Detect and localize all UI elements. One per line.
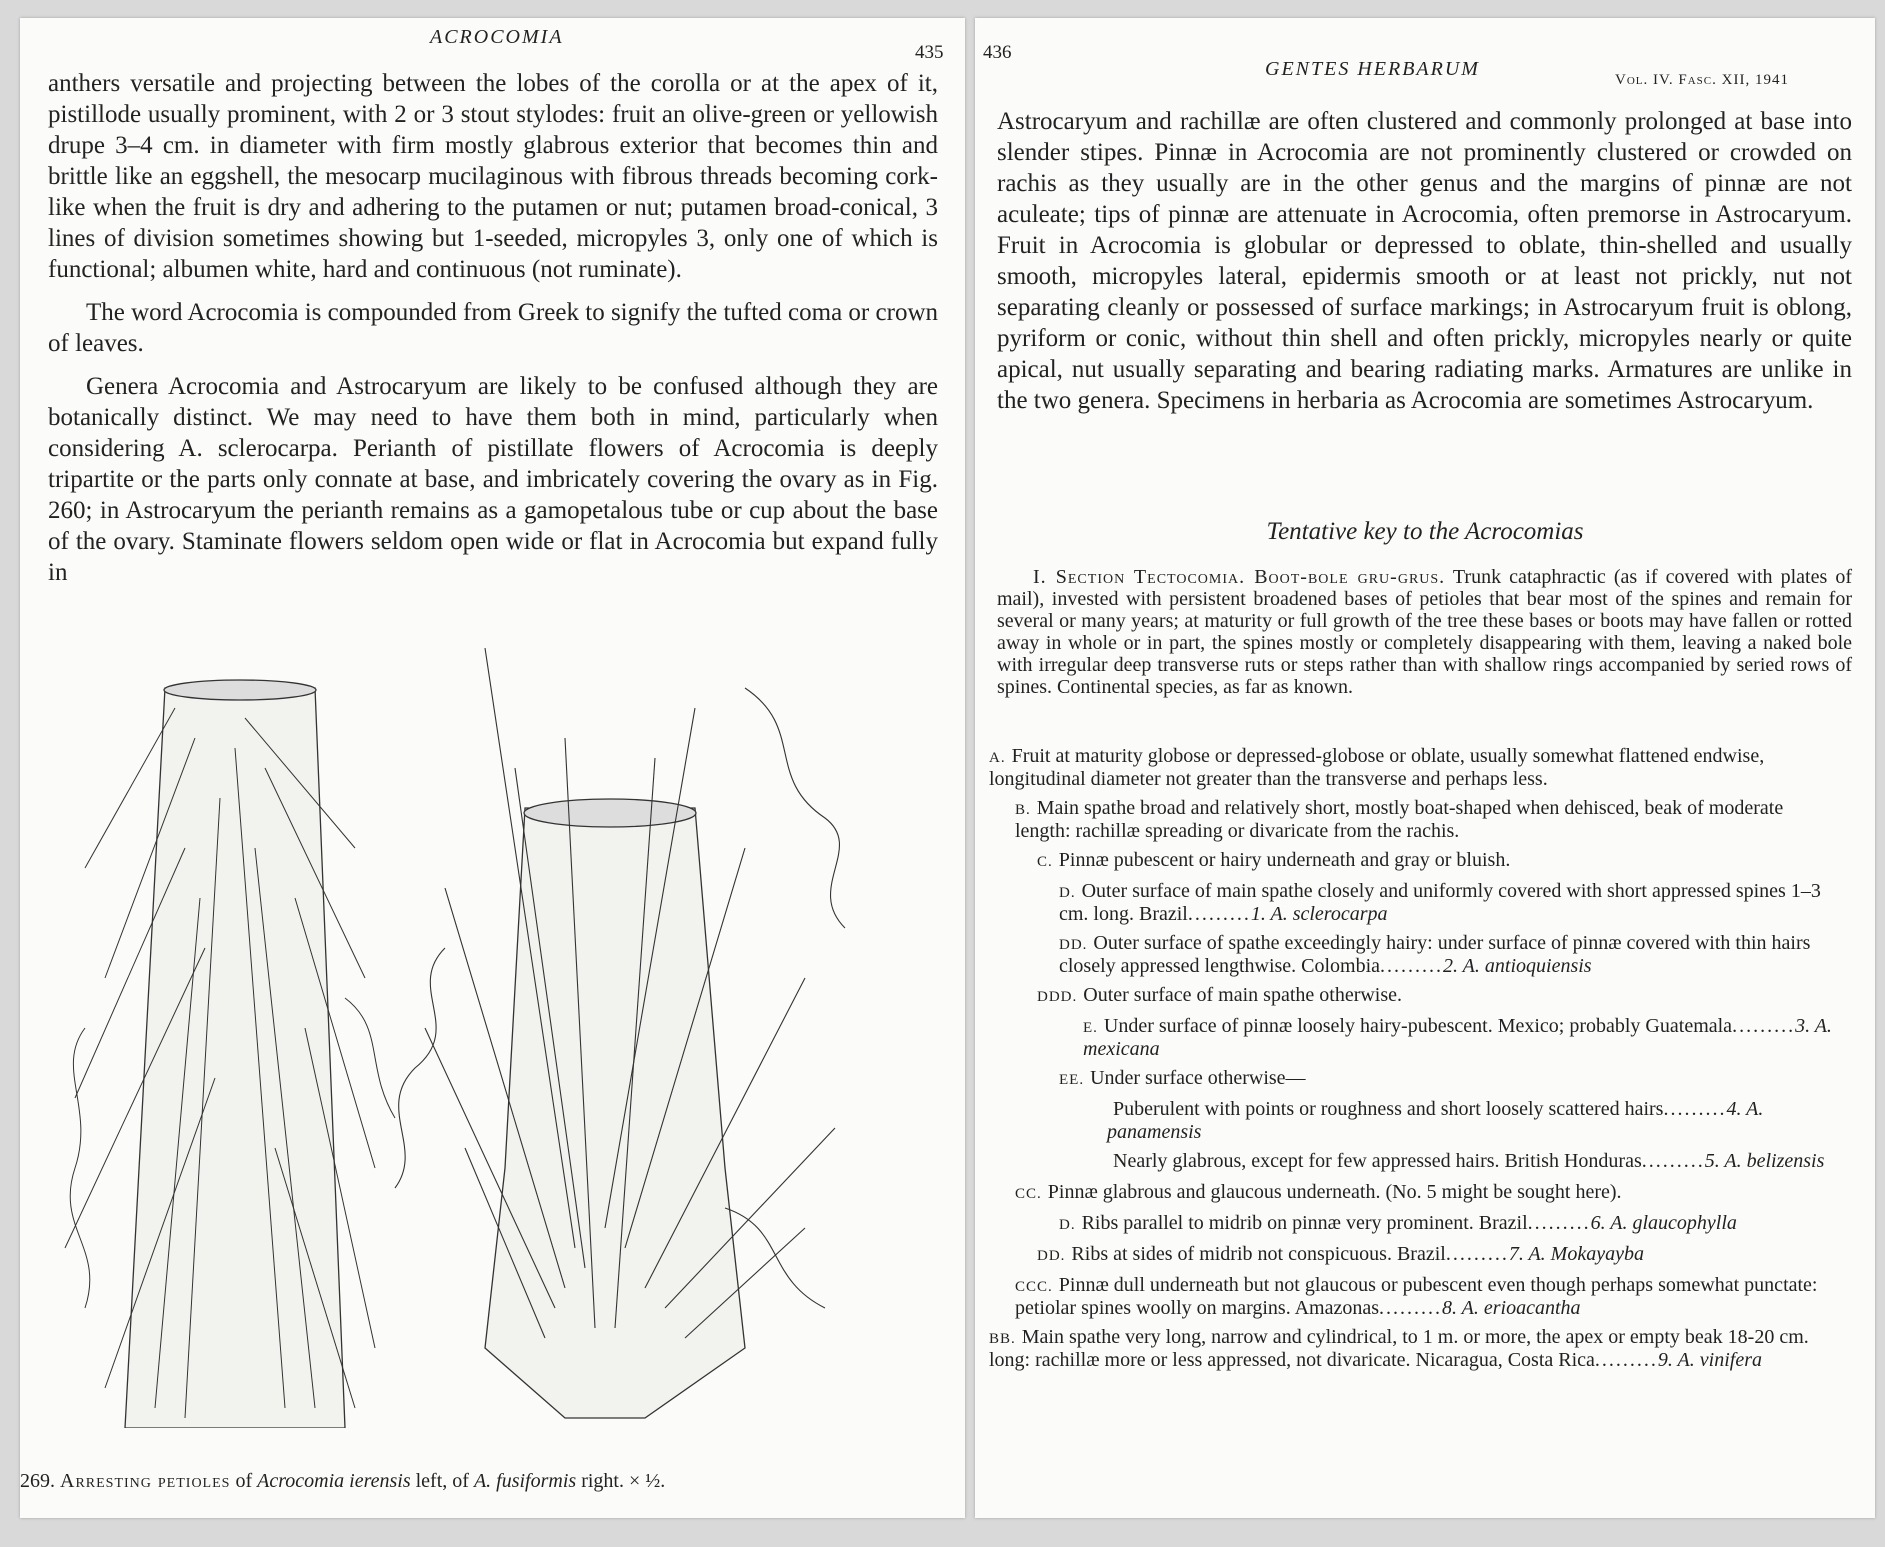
key-entry [1059, 1068, 1835, 1091]
key-entry [1015, 1182, 1835, 1205]
key-lead: C. [1037, 854, 1053, 870]
key-entry [1015, 798, 1835, 842]
key-lead: CCC. [1015, 1279, 1053, 1295]
leader-dots: ......... [1187, 903, 1251, 925]
key-text: Under surface of pinnæ loosely hairy-pubescent. Mexico; probably Guatemala [1103, 1015, 1733, 1037]
key-entry [1107, 1099, 1835, 1143]
key-entry [1107, 1151, 1835, 1174]
key-result: 1. A. sclerocarpa [1250, 903, 1388, 925]
key-title: Tentative key to the Acrocomias [1266, 518, 1584, 545]
right-paragraph: Astrocaryum and rachillæ are often clustered and commonly prolonged at base into slender stipes. Pinnæ in Acrocomia are not prominently clustered or crowded on rachis as they usually are in the other genus and the margins of pinnæ are not aculeate; tips of pinnæ are attenuate in Acrocomia, often premorse in Astrocaryum. Fruit in Acrocomia is globular or depressed to oblate, thin-shelled and usually smooth, micropyles lateral, epidermis smooth or at least not prickly, nut not separating cleanly or possessed of surface markings; in Astrocaryum fruit is oblong, pyriform or conic, without thin shell and often prickly, micropyles nearly or quite apical, nut usually separating and bearing radiating marks. Armatures are unlike in the two genera. Specimens in herbaria as Acrocomia are sometimes Astrocaryum. [997, 108, 1852, 414]
key-lead: BB. [989, 1331, 1016, 1347]
page-number-right: 436 [983, 42, 1012, 63]
key-lead: D. [1059, 885, 1076, 901]
key-lead: EE. [1059, 1072, 1085, 1088]
section-tectocomia [997, 566, 1852, 698]
key-entry [1083, 1016, 1835, 1060]
key-result: 7. A. Mokayayba [1508, 1243, 1644, 1265]
running-head-right: GENTES HERBARUM [1265, 58, 1480, 80]
caption-text-3: right. × ½. [581, 1470, 666, 1492]
figure-caption [20, 1470, 960, 1493]
key-text: Outer surface of main spathe closely and uniformly covered with short appressed spines 1–3 cm. long. Brazil [1059, 880, 1821, 925]
key-lead: DD. [1037, 1248, 1066, 1264]
left-petiole-drawing [65, 680, 395, 1428]
key-entry [1037, 850, 1835, 873]
leader-dots: ......... [1663, 1098, 1727, 1120]
key-text: Outer surface of spathe exceedingly hairy: under surface of pinnæ covered with thin hairs closely appressed lengthwise. Colombia [1059, 932, 1811, 977]
key-result: 3. A. mexicana [1083, 1015, 1832, 1060]
key-list [975, 746, 1875, 1379]
key-text: Fruit at maturity globose or depressed-globose or oblate, usually somewhat flattened endwise, longitudinal diameter not greater than the transverse and perhaps less. [989, 745, 1765, 790]
key-text: Ribs at sides of midrib not conspicuous. Brazil [1071, 1243, 1446, 1265]
right-body-text [997, 106, 1852, 428]
key-result: 4. A. panamensis [1107, 1098, 1764, 1143]
key-result: 9. A. vinifera [1657, 1349, 1762, 1371]
key-text: Pinnæ dull underneath but not glaucous or pubescent even though perhaps somewhat punctate: petiolar spines woolly on margins. Amazonas [1015, 1274, 1818, 1319]
key-text: Main spathe broad and relatively short, mostly boat-shaped when dehisced, beak of moderate length: rachillæ spreading or divaricate from the rachis. [1015, 797, 1784, 842]
key-text: Ribs parallel to midrib on pinnæ very prominent. Brazil [1081, 1212, 1528, 1234]
key-entry [989, 746, 1835, 790]
key-result: 2. A. antioquiensis [1443, 955, 1592, 977]
key-text: Nearly glabrous, except for few appressed hairs. British Honduras [1113, 1150, 1642, 1172]
caption-species-2: A. fusiformis [473, 1470, 577, 1492]
caption-text-2: left, of [415, 1470, 469, 1492]
section-head: I. Section Tectocomia. Boot-bole gru-grus. [1033, 566, 1446, 588]
key-text: Outer surface of main spathe otherwise. [1083, 984, 1403, 1006]
key-entry [1059, 1213, 1835, 1236]
leader-dots: ......... [1380, 955, 1444, 977]
caption-number: 269. [20, 1470, 55, 1492]
key-entry [1037, 985, 1835, 1008]
key-lead: DDD. [1037, 989, 1078, 1005]
paragraph-3: Genera Acrocomia and Astrocaryum are likely to be confused although they are botanically distinct. We may need to have them both in mind, particularly when considering A. sclerocarpa. Perianth of pistillate flowers of Acrocomia is deeply tripartite or the parts only connate at base, and imbricately covering the ovary as in Fig. 260; in Astrocaryum the perianth remains as a gamopetalous tube or cup about the base of the ovary. Staminate flowers seldom open wide or flat in Acrocomia but expand fully in [48, 373, 938, 586]
leader-dots: ......... [1379, 1297, 1443, 1319]
key-lead: B. [1015, 802, 1031, 818]
leader-dots: ......... [1527, 1212, 1591, 1234]
section-text: Trunk cataphractic (as if covered with plates of mail), invested with persistent broadened bases of petioles that bear most of the spines and remain for several or many years; at maturity or full growth of the tree these bases or boots may have fallen or rotted away in whole or in part, the spines mostly or completely disappearing with them, leaving a naked bole with irregular deep transverse ruts or steps rather than with shallow rings accompanied by seried rows of spines. Continental species, as far as known. [997, 566, 1853, 698]
key-result: 6. A. glaucophylla [1590, 1212, 1737, 1234]
key-lead: DD. [1059, 937, 1088, 953]
volume-label: Vol. IV. Fasc. XII, 1941 [1615, 72, 1789, 88]
left-body-text [48, 68, 938, 600]
key-lead: D. [1059, 1217, 1076, 1233]
right-petiole-drawing [395, 648, 845, 1418]
key-text: Main spathe very long, narrow and cylindrical, to 1 m. or more, the apex or empty beak 18-20 cm. long: rachillæ more or less appressed, not divaricate. Nicaragua, Costa Rica [989, 1326, 1809, 1371]
key-text: Under surface otherwise— [1090, 1067, 1306, 1089]
key-result: 8. A. erioacantha [1442, 1297, 1581, 1319]
caption-species-1: Acrocomia ierensis [257, 1470, 411, 1492]
leader-dots: ......... [1445, 1243, 1509, 1265]
key-entry [989, 1327, 1835, 1371]
leader-dots: ......... [1594, 1349, 1658, 1371]
key-text: Puberulent with points or roughness and short loosely scattered hairs [1113, 1098, 1664, 1120]
key-entry [1059, 881, 1835, 925]
key-result: 5. A. belizensis [1704, 1150, 1825, 1172]
key-text: Pinnæ pubescent or hairy underneath and gray or bluish. [1058, 849, 1511, 871]
right-page [975, 18, 1875, 1518]
key-lead: E. [1083, 1020, 1098, 1036]
caption-lead: Arresting petioles [60, 1470, 231, 1492]
key-entry [1037, 1244, 1835, 1267]
key-lead: CC. [1015, 1186, 1042, 1202]
paragraph-2: The word Acrocomia is compounded from Greek to signify the tufted coma or crown of leaves. [48, 299, 938, 357]
left-page [20, 18, 965, 1518]
caption-text-1: of [235, 1470, 253, 1492]
page-number-left: 435 [915, 42, 944, 63]
running-head-left: ACROCOMIA [430, 26, 564, 48]
key-text: Pinnæ glabrous and glaucous underneath. (No. 5 might be sought here). [1047, 1181, 1622, 1203]
key-entry [1015, 1275, 1835, 1319]
figure-269-illustration [45, 648, 945, 1428]
paragraph-1: anthers versatile and projecting between the lobes of the corolla or at the apex of it, pistillode usually prominent, with 2 or 3 stout stylodes: fruit an olive-green or yellowish drupe 3–4 cm. in diameter with firm mostly glabrous exterior that becomes thin and brittle like an eggshell, the mesocarp mucilaginous with fibrous threads becoming cork-like when the fruit is dry and adhering to the putamen or nut; putamen broad-conical, 3 lines of division sometimes showing but 1-seeded, micropyles 3, only one of which is functional; albumen white, hard and continuous (not ruminate). [48, 70, 938, 283]
leader-dots: ......... [1641, 1150, 1705, 1172]
key-entry [1059, 933, 1835, 977]
key-lead: A. [989, 750, 1006, 766]
leader-dots: ......... [1732, 1015, 1796, 1037]
